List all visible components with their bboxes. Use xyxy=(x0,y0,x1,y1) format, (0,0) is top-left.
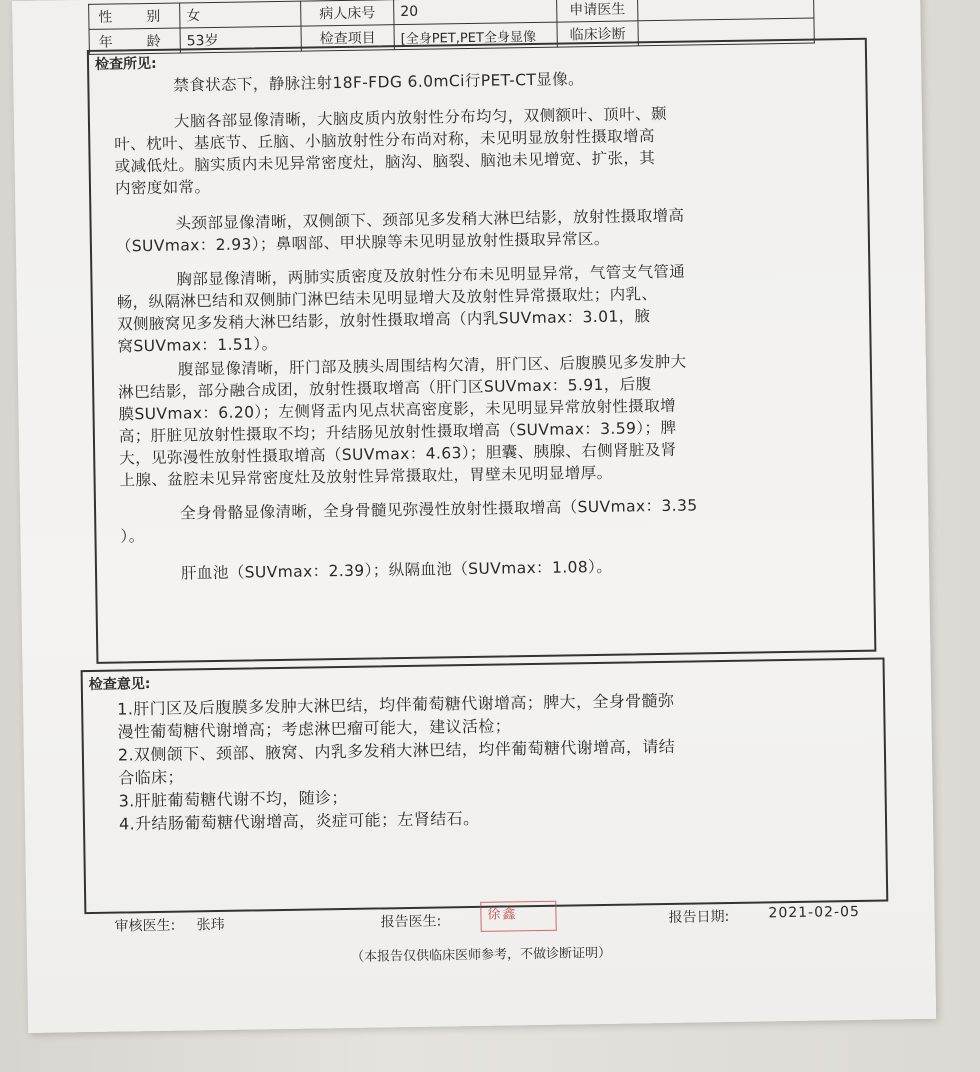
opinion-section xyxy=(81,658,889,915)
doctor-stamp: 徐鑫 xyxy=(480,901,556,932)
clinical-diagnosis-label: 临床诊断 xyxy=(557,21,638,47)
findings-paragraph xyxy=(120,492,841,547)
findings-line: 双侧腋窝见多发稍大淋巴结影，放射性摄取增高（内乳SUVmax：3.01，腋 xyxy=(117,307,651,334)
findings-line: 头颈部显像清晰，双侧颌下、颈部见多发稍大淋巴结影，放射性摄取增高 xyxy=(175,206,685,233)
findings-line: （SUVmax：2.93）；鼻咽部、甲状腺等未见明显放射性摄取异常区。 xyxy=(115,229,610,256)
requesting-doctor-label: 申请医生 xyxy=(557,0,638,22)
report-date: 2021-02-05 xyxy=(768,903,860,922)
opinion-title: 检查意见: xyxy=(88,676,151,694)
reporter-label: 报告医生: xyxy=(380,913,442,931)
opinion-line: 漫性葡萄糖代谢增高；考虑淋巴瘤可能大，建议活检； xyxy=(117,716,512,742)
findings-line: ）。 xyxy=(120,527,145,546)
findings-line: 或减低灶。脑实质内未见异常密度灶，脑沟、脑裂、脑池未见增宽、扩张，其 xyxy=(114,149,656,176)
opinion-line: 3.肝脏葡萄糖代谢不均，随诊； xyxy=(118,787,349,811)
findings-line: 高；肝脏见放射性摄取不均；升结肠见放射性摄取增高（SUVmax：3.59）；脾 xyxy=(118,418,677,446)
findings-paragraph xyxy=(113,64,833,97)
findings-paragraph xyxy=(114,100,835,199)
opinion-list xyxy=(117,686,859,836)
exam-item-value: [全身PET,PET全身显像 xyxy=(394,22,557,50)
exam-item-label: 检查项目 xyxy=(301,25,394,51)
findings-line: 淋巴结影，部分融合成团，放射性摄取增高（肝门区SUVmax：5.91，后腹 xyxy=(118,375,652,402)
findings-paragraph xyxy=(115,202,836,257)
findings-line: 窝SUVmax：1.51）。 xyxy=(117,335,278,356)
reviewer-name: 张玮 xyxy=(196,916,225,934)
gender-label: 性 别 xyxy=(89,3,180,29)
findings-title: 检查所见: xyxy=(94,55,157,73)
findings-line: 腹部显像清晰，肝门部及胰头周围结构欠清，肝门区、后腹膜见多发肿大 xyxy=(177,352,687,379)
findings-line: 肝血池（SUVmax：2.39）；纵隔血池（SUVmax：1.08）。 xyxy=(180,557,613,583)
findings-paragraph xyxy=(118,348,840,491)
report-date-label: 报告日期: xyxy=(668,908,730,926)
findings-line: 禁食状态下，静脉注射18F-FDG 6.0mCi行PET-CT显像。 xyxy=(173,70,585,95)
age-label: 年 龄 xyxy=(89,28,180,54)
findings-paragraph xyxy=(121,552,841,585)
opinion-line: 4.升结肠葡萄糖代谢增高，炎症可能；左肾结石。 xyxy=(118,808,480,834)
opinion-line: 1.肝门区及后腹膜多发肿大淋巴结，均伴葡萄糖代谢增高；脾大，全身骨髓弥 xyxy=(117,690,675,719)
disclaimer-note: （本报告仅供临床医师参考，不做诊断证明） xyxy=(350,945,612,965)
opinion-line: 合临床； xyxy=(118,767,185,788)
findings-line: 大脑各部显像清晰，大脑皮质内放射性分布均匀，双侧额叶、顶叶、颞 xyxy=(173,104,667,131)
reviewer-label: 审核医生: xyxy=(114,917,176,935)
opinion-line: 2.双侧颌下、颈部、腋窝、内乳多发稍大淋巴结，均伴葡萄糖代谢增高，请结 xyxy=(117,736,676,765)
findings-line: 膜SUVmax：6.20）；左侧肾盂内见点状高密度影，未见明显异常放射性摄取增 xyxy=(118,396,677,424)
findings-line: 全身骨骼显像清晰，全身骨髓见弥漫性放射性摄取增高（SUVmax：3.35 xyxy=(179,496,698,523)
age-value: 53岁 xyxy=(180,26,301,53)
findings-line: 畅，纵隔淋巴结和双侧肺门淋巴结未见明显增大及放射性异常摄取灶；内乳、 xyxy=(116,285,658,312)
findings-line: 叶、枕叶、基底节、丘脑、小脑放射性分布尚对称，未见明显放射性摄取增高 xyxy=(114,127,656,154)
findings-line: 大，见弥漫性放射性摄取增高（SUVmax：4.63）；胆囊、胰腺、右侧肾脏及肾 xyxy=(119,440,677,468)
gender-value: 女 xyxy=(180,1,301,28)
findings-line: 上腺、盆腔未见异常密度灶及放射性异常摄取灶，胃壁未见明显增厚。 xyxy=(119,463,613,490)
findings-section xyxy=(87,38,877,664)
report-paper xyxy=(12,0,936,1033)
findings-line: 内密度如常。 xyxy=(114,178,211,198)
findings-paragraph xyxy=(116,258,837,357)
bed-label: 病人床号 xyxy=(301,0,394,26)
findings-line: 胸部显像清晰，两肺实质密度及放射性分布未见明显异常，气管支气管通 xyxy=(176,262,686,289)
bed-value: 20 xyxy=(394,0,557,25)
